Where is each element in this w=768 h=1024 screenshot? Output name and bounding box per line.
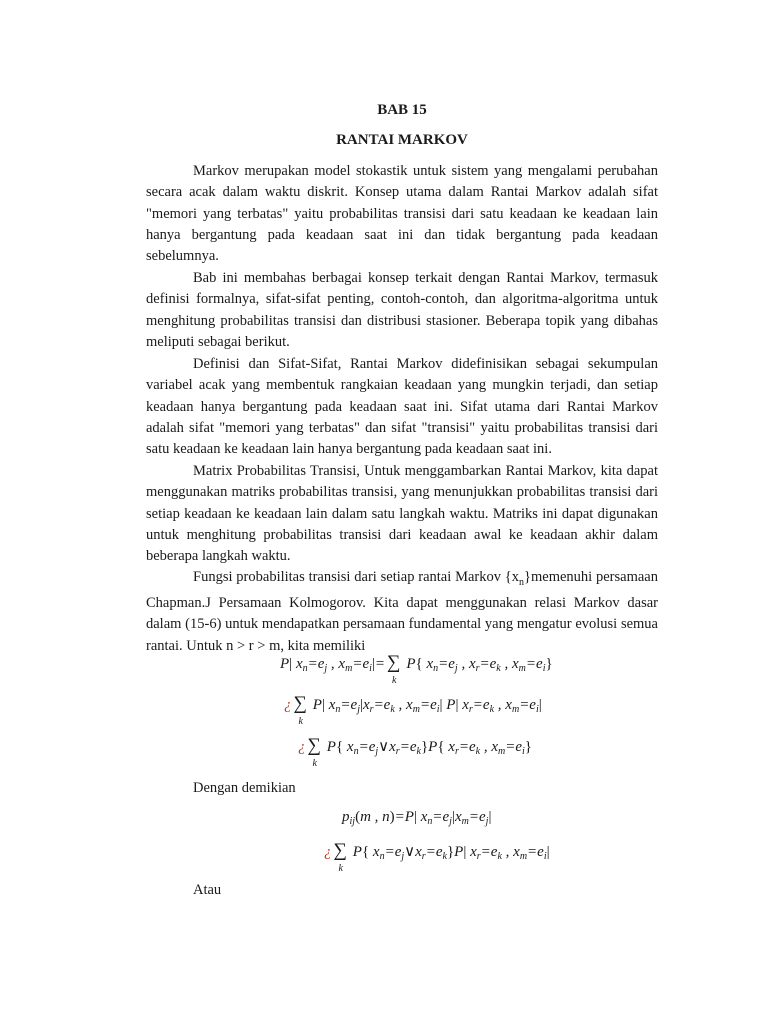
- equation-line-5: ¿ ∑ k P{ $x_n=e_j\vee x_r=e_k\}P|$ $x_r=e_k$ , $x_m=e_i|$: [324, 840, 550, 874]
- para5-subscript: n: [519, 576, 525, 588]
- label-atau: Atau: [193, 882, 222, 898]
- para5-part2: }memenuhi persamaan Chapman.J Persamaan Kolmogorov. Kita dapat menggunakan relasi Markov dasar dalam (15-6) untuk mendapatkan persamaan fundamental yang mengatur evolusi semua rantai. Untuk n > r > m, kita memiliki: [146, 569, 658, 654]
- paragraph-chapman-kolmogorov: [146, 567, 658, 657]
- equation-line-2: ¿ ∑ k P| $x_n=e_j|x_r=e_k$ , $x_m=e_i|$ P| $x_r=e_k$ , $x_m=e_i|$: [284, 693, 542, 727]
- para5-part1: Fungsi probabilitas transisi dari setiap rantai Markov {x: [193, 569, 520, 585]
- label-dengan-demikian: Dengan demikian: [193, 780, 296, 796]
- chapter-title: RANTAI MARKOV: [336, 132, 468, 148]
- equation-line-1: P| $x_n=e_j$ , $x_m=e_i|=$ ∑ k P{ $x_n=e_j$ , $x_r=e_k$ , $x_m=e_i$}: [280, 652, 553, 686]
- chapter-number: BAB 15: [377, 102, 427, 118]
- equation-line-3: ¿ ∑ k P{ $x_n=e_j\vee x_r=e_k\}P${ $x_r=e_k$ , $x_m=e_i$}: [298, 735, 532, 769]
- paragraph-overview: Bab ini membahas berbagai konsep terkait dengan Rantai Markov, termasuk definisi formalnya, sifat-sifat penting, contoh-contoh, dan algoritma-algoritma untuk menghitung probabilitas transisi dan distribusi stasioner. Beberapa topik yang dibahas meliputi sebagai berikut.: [146, 270, 658, 350]
- equation-line-4: $p_{ij}(m$ , n)=P| $x_n=e_j|x_m=e_j|$: [342, 809, 492, 827]
- paragraph-intro: Markov merupakan model stokastik untuk sistem yang mengalami perubahan secara acak dalam waktu diskrit. Konsep utama dalam Rantai Markov adalah sifat "memori yang terbatas" yaitu probabilitas transisi dari satu keadaan ke keadaan lain hanya bergantung pada keadaan saat ini dan tidak bergantung pada keadaan sebelumnya.: [146, 163, 658, 265]
- paragraph-definition: Definisi dan Sifat-Sifat, Rantai Markov didefinisikan sebagai sekumpulan variabel acak yang membentuk rangkaian keadaan yang mungkin terjadi, dan setiap keadaan hanya bergantung pada keadaan saat ini. Sifat utama dari Rantai Markov adalah sifat "memori yang terbatas" dan sifat "transisi" yaitu probabilitas transisi dari satu keadaan ke keadaan lain hanya bergantung pada keadaan saat ini.: [146, 356, 658, 458]
- paragraph-transition-matrix: Matrix Probabilitas Transisi, Untuk menggambarkan Rantai Markov, kita dapat menggunakan matriks probabilitas transisi, yang menunjukkan probabilitas transisi dari setiap keadaan ke keadaan lain dalam satu langkah waktu. Matriks ini dapat digunakan untuk menghitung probabilitas transisi dari keadaan awal ke keadaan akhir dalam beberapa langkah waktu.: [146, 463, 658, 565]
